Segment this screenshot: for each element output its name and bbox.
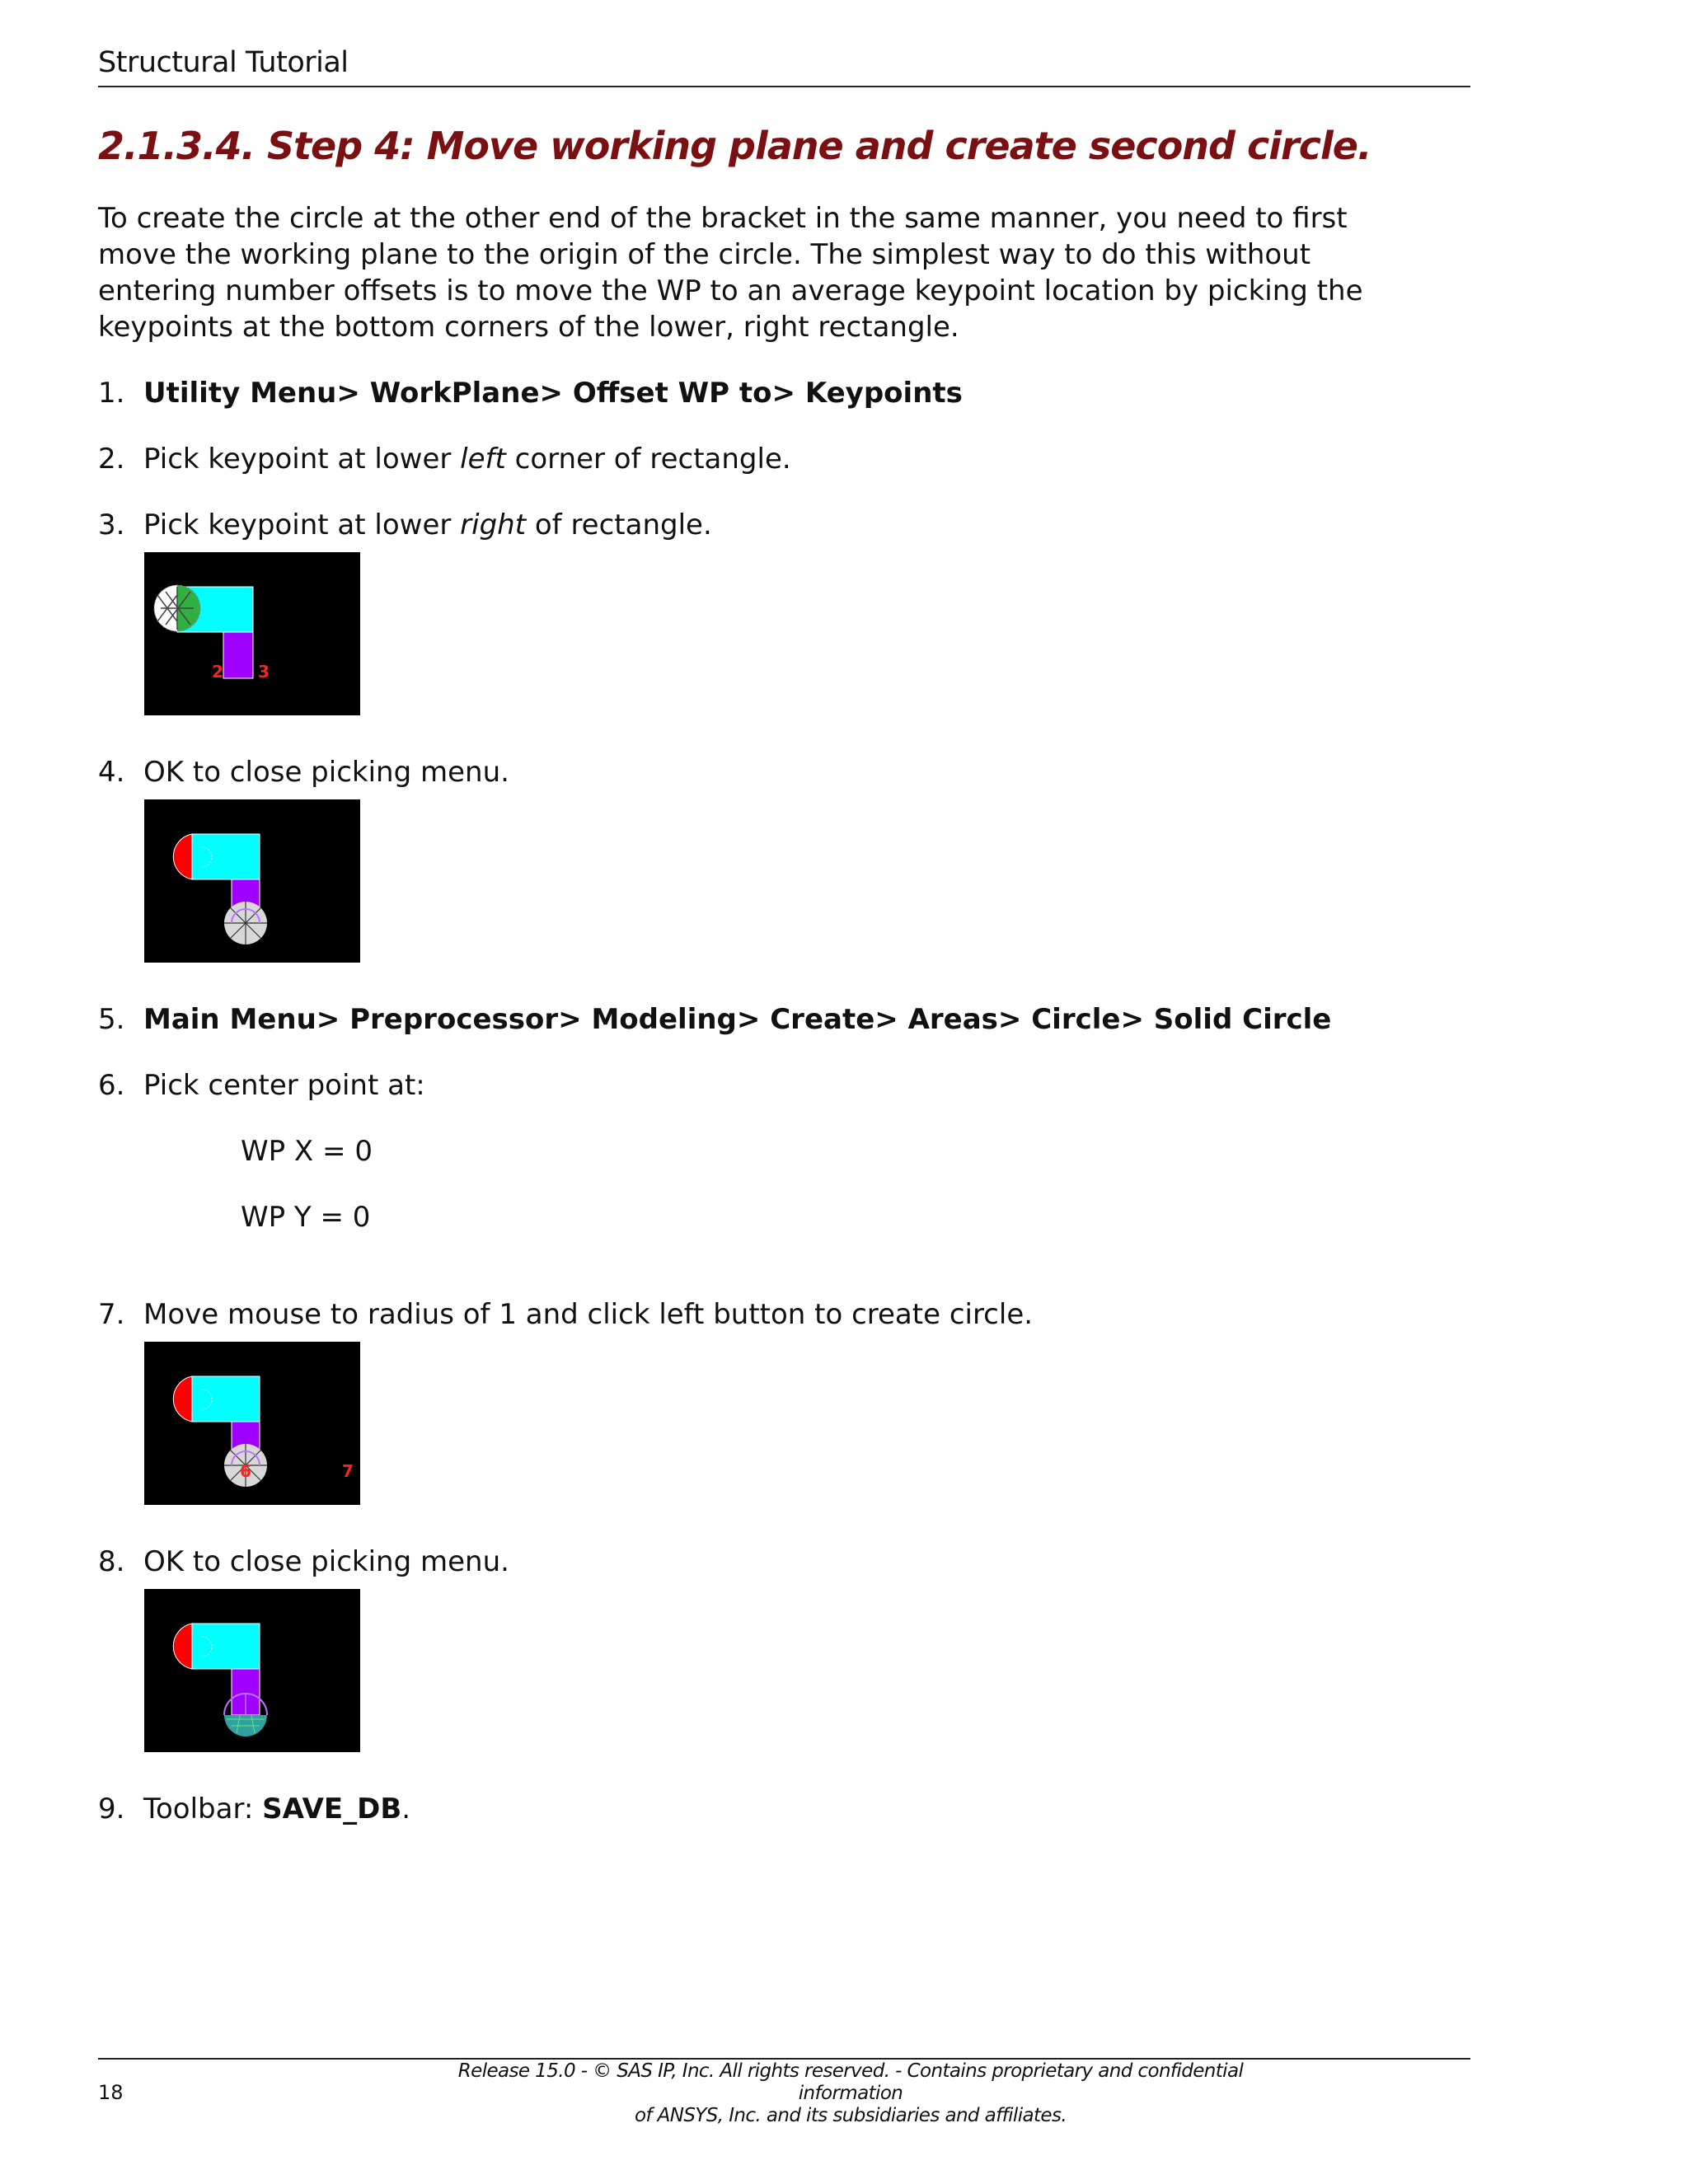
- model-graphic: [144, 552, 360, 715]
- page-number: 18: [98, 2081, 124, 2104]
- step-menu-path: Main Menu> Preprocessor> Modeling> Create> Areas> Circle> Solid Circle: [143, 1003, 1332, 1036]
- step-text: corner of rectangle.: [505, 443, 791, 476]
- screenshot-wp-moved: [144, 799, 360, 963]
- step-7: [98, 1296, 1033, 1333]
- header-divider: [98, 86, 1470, 87]
- step-number: 2.: [98, 443, 125, 476]
- toolbar-command: SAVE_DB: [262, 1793, 402, 1825]
- step-text: OK to close picking menu.: [143, 1545, 509, 1578]
- step-text: of rectangle.: [526, 509, 712, 541]
- step-number: 6.: [98, 1069, 125, 1102]
- step-menu-path: Utility Menu> WorkPlane> Offset WP to> Keypoints: [143, 377, 963, 410]
- step-text: Toolbar:: [143, 1793, 263, 1825]
- step-4: [98, 754, 509, 790]
- model-graphic: [144, 1342, 360, 1505]
- running-header: Structural Tutorial: [98, 46, 349, 79]
- step-text: .: [401, 1793, 411, 1825]
- section-title: 2.1.3.4. Step 4: Move working plane and create second circle.: [98, 124, 1372, 168]
- footer-copyright: [438, 2060, 1263, 2127]
- footer-line-1: Release 15.0 - © SAS IP, Inc. All rights reserved. - Contains proprietary and confidential information: [457, 2060, 1244, 2104]
- step-text: Pick center point at:: [143, 1069, 425, 1102]
- coordinate-y: WP Y = 0: [241, 1201, 371, 1234]
- model-graphic: [144, 1589, 360, 1752]
- keypoint-label: 3: [258, 662, 270, 682]
- keypoint-label: 2: [212, 662, 223, 682]
- step-5: [98, 1001, 1331, 1038]
- step-number: 4.: [98, 756, 125, 789]
- footer-line-2: of ANSYS, Inc. and its subsidiaries and affiliates.: [634, 2105, 1067, 2126]
- screenshot-circle-created: [144, 1589, 360, 1752]
- screenshot-pick-keypoints: [144, 552, 360, 715]
- step-number: 3.: [98, 509, 125, 541]
- intro-paragraph: To create the circle at the other end of the bracket in the same manner, you need to first move the working plane to the origin of the circle. The simplest way to do this without entering number offsets is to move the WP to an average keypoint location by picking the keypoints at the bottom corners of the lower, right rectangle.: [98, 202, 1363, 344]
- step-number: 5.: [98, 1003, 125, 1036]
- step-8: [98, 1544, 509, 1580]
- step-1: [98, 375, 963, 411]
- step-number: 7.: [98, 1298, 125, 1331]
- step-emphasis: left: [460, 443, 506, 476]
- step-text: Pick keypoint at lower: [143, 443, 461, 476]
- footer-divider: [98, 2058, 1470, 2060]
- step-text: OK to close picking menu.: [143, 756, 509, 789]
- step-text: Move mouse to radius of 1 and click left button to create circle.: [143, 1298, 1034, 1331]
- step-9: [98, 1791, 410, 1827]
- step-number: 9.: [98, 1793, 125, 1825]
- screenshot-create-circle: [144, 1342, 360, 1505]
- coordinate-x: WP X = 0: [241, 1135, 373, 1168]
- pick-label: 7: [342, 1461, 354, 1481]
- step-text: Pick keypoint at lower: [143, 509, 461, 541]
- step-number: 8.: [98, 1545, 125, 1578]
- step-3: [98, 507, 712, 543]
- step-2: [98, 441, 791, 477]
- step-6: [98, 1067, 425, 1104]
- step-emphasis: right: [460, 509, 527, 541]
- pick-label: 6: [240, 1461, 251, 1481]
- model-graphic: [144, 799, 360, 963]
- step-number: 1.: [98, 377, 125, 410]
